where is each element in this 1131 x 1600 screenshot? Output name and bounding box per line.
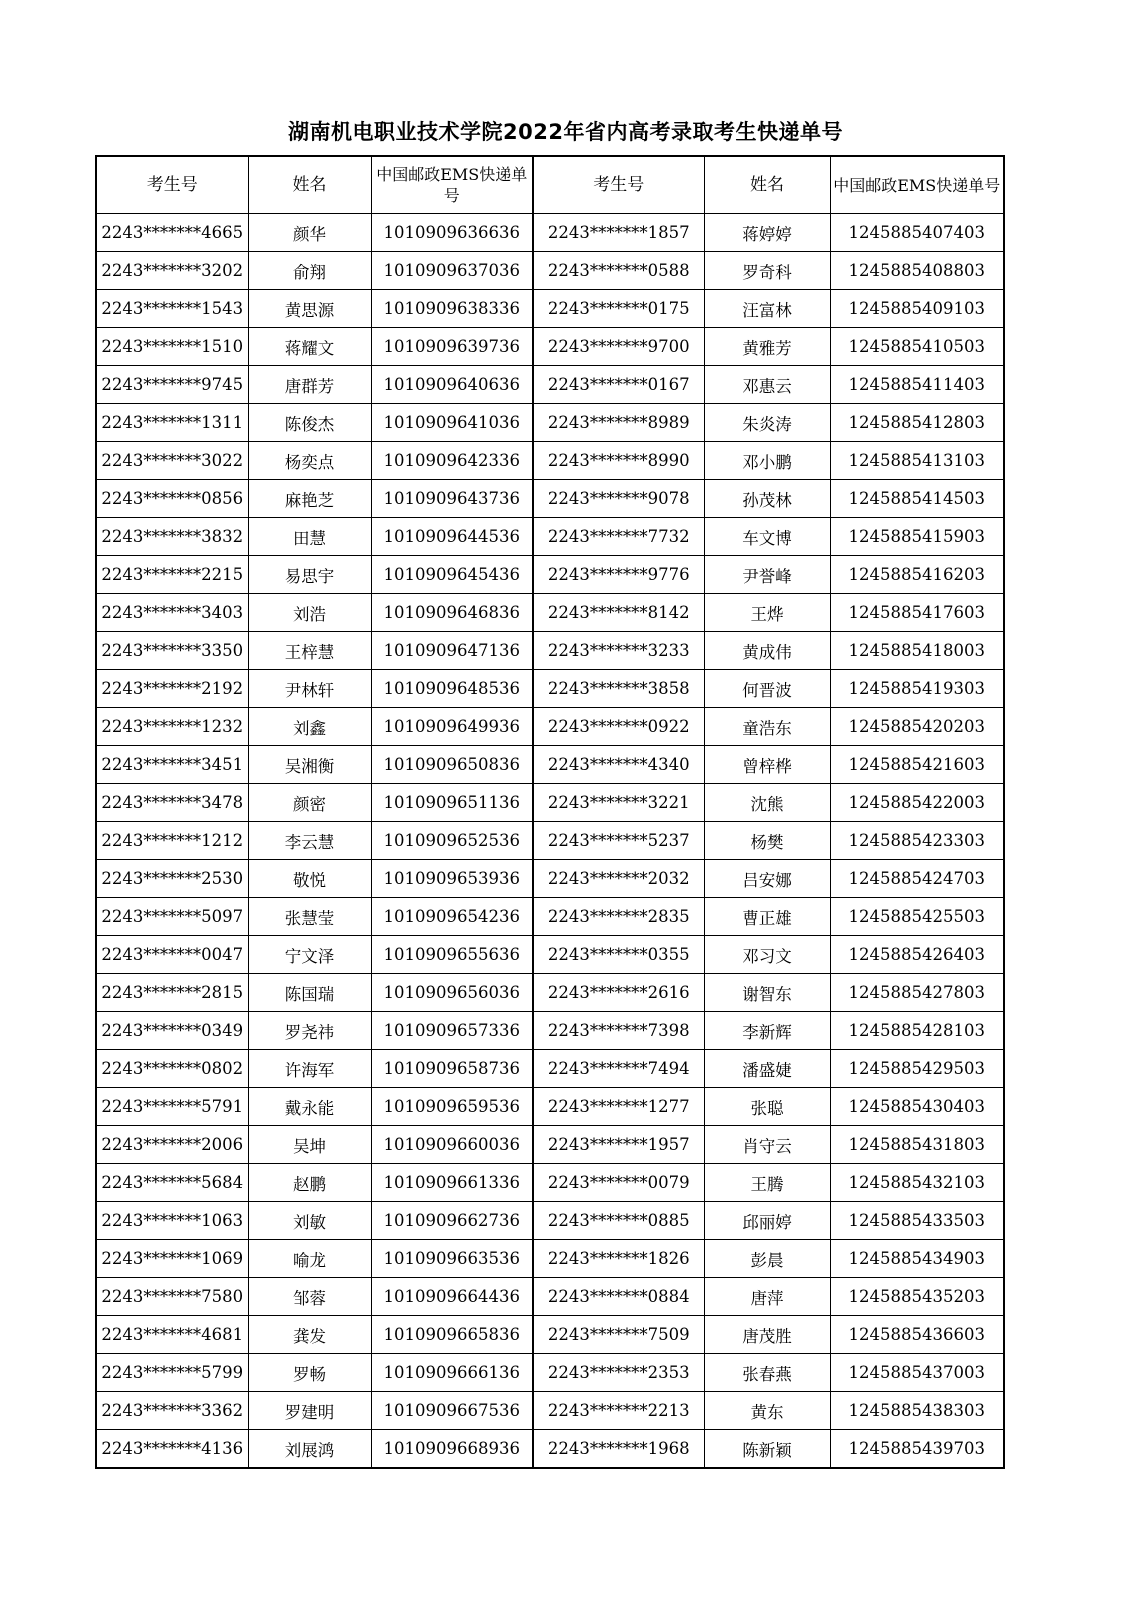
cell-exam-id: 2243*******2213 <box>533 1392 704 1430</box>
cell-name: 车文博 <box>704 518 830 556</box>
cell-name: 朱炎涛 <box>704 404 830 442</box>
cell-ems-number: 1010909657336 <box>371 1012 533 1050</box>
cell-ems-number: 1245885430403 <box>830 1088 1004 1126</box>
cell-exam-id: 2243*******7494 <box>533 1050 704 1088</box>
cell-ems-number: 1010909647136 <box>371 632 533 670</box>
header-ems-number: 中国邮政EMS快递单号 <box>371 156 533 214</box>
cell-name: 许海军 <box>248 1050 371 1088</box>
cell-name: 王腾 <box>704 1164 830 1202</box>
cell-name: 汪富林 <box>704 290 830 328</box>
cell-ems-number: 1245885439703 <box>830 1430 1004 1469</box>
cell-exam-id: 2243*******5684 <box>96 1164 248 1202</box>
cell-ems-number: 1010909665836 <box>371 1316 533 1354</box>
table-row <box>96 1050 1004 1088</box>
cell-ems-number: 1245885427803 <box>830 974 1004 1012</box>
cell-name: 曾梓桦 <box>704 746 830 784</box>
cell-exam-id: 2243*******4681 <box>96 1316 248 1354</box>
cell-ems-number: 1010909664436 <box>371 1278 533 1316</box>
cell-ems-number: 1010909661336 <box>371 1164 533 1202</box>
cell-ems-number: 1245885436603 <box>830 1316 1004 1354</box>
cell-name: 敬悦 <box>248 860 371 898</box>
cell-ems-number: 1010909658736 <box>371 1050 533 1088</box>
cell-exam-id: 2243*******4340 <box>533 746 704 784</box>
cell-name: 易思宇 <box>248 556 371 594</box>
cell-ems-number: 1010909648536 <box>371 670 533 708</box>
table-row <box>96 290 1004 328</box>
cell-name: 罗畅 <box>248 1354 371 1392</box>
cell-exam-id: 2243*******8990 <box>533 442 704 480</box>
cell-exam-id: 2243*******0355 <box>533 936 704 974</box>
cell-name: 吴坤 <box>248 1126 371 1164</box>
express-number-table <box>95 155 1005 1469</box>
cell-ems-number: 1245885412803 <box>830 404 1004 442</box>
cell-exam-id: 2243*******3022 <box>96 442 248 480</box>
table-row <box>96 404 1004 442</box>
cell-ems-number: 1010909652536 <box>371 822 533 860</box>
cell-ems-number: 1245885434903 <box>830 1240 1004 1278</box>
cell-exam-id: 2243*******3221 <box>533 784 704 822</box>
cell-exam-id: 2243*******1063 <box>96 1202 248 1240</box>
cell-ems-number: 1245885417603 <box>830 594 1004 632</box>
cell-ems-number: 1010909651136 <box>371 784 533 822</box>
cell-ems-number: 1245885416203 <box>830 556 1004 594</box>
cell-ems-number: 1010909646836 <box>371 594 533 632</box>
cell-name: 张慧莹 <box>248 898 371 936</box>
cell-name: 杨樊 <box>704 822 830 860</box>
cell-name: 刘浩 <box>248 594 371 632</box>
cell-exam-id: 2243*******5097 <box>96 898 248 936</box>
cell-exam-id: 2243*******1957 <box>533 1126 704 1164</box>
cell-name: 戴永能 <box>248 1088 371 1126</box>
table-row <box>96 1164 1004 1202</box>
table-row <box>96 1392 1004 1430</box>
cell-exam-id: 2243*******3362 <box>96 1392 248 1430</box>
cell-ems-number: 1245885415903 <box>830 518 1004 556</box>
cell-name: 王烨 <box>704 594 830 632</box>
table-row <box>96 1126 1004 1164</box>
cell-exam-id: 2243*******9776 <box>533 556 704 594</box>
cell-ems-number: 1245885435203 <box>830 1278 1004 1316</box>
cell-exam-id: 2243*******1277 <box>533 1088 704 1126</box>
page-title: 湖南机电职业技术学院2022年省内高考录取考生快递单号 <box>288 120 843 144</box>
cell-name: 黄成伟 <box>704 632 830 670</box>
cell-exam-id: 2243*******9078 <box>533 480 704 518</box>
cell-name: 吕安娜 <box>704 860 830 898</box>
cell-exam-id: 2243*******5791 <box>96 1088 248 1126</box>
cell-name: 邹蓉 <box>248 1278 371 1316</box>
cell-ems-number: 1010909637036 <box>371 252 533 290</box>
cell-name: 李云慧 <box>248 822 371 860</box>
cell-ems-number: 1010909639736 <box>371 328 533 366</box>
cell-name: 孙茂林 <box>704 480 830 518</box>
cell-exam-id: 2243*******1212 <box>96 822 248 860</box>
cell-exam-id: 2243*******1232 <box>96 708 248 746</box>
cell-ems-number: 1245885433503 <box>830 1202 1004 1240</box>
table-row <box>96 1202 1004 1240</box>
cell-exam-id: 2243*******2192 <box>96 670 248 708</box>
cell-ems-number: 1010909659536 <box>371 1088 533 1126</box>
cell-ems-number: 1010909640636 <box>371 366 533 404</box>
cell-name: 邓小鹏 <box>704 442 830 480</box>
cell-ems-number: 1010909660036 <box>371 1126 533 1164</box>
cell-name: 龚发 <box>248 1316 371 1354</box>
cell-name: 尹誉峰 <box>704 556 830 594</box>
cell-exam-id: 2243*******0167 <box>533 366 704 404</box>
cell-exam-id: 2243*******3350 <box>96 632 248 670</box>
cell-ems-number: 1010909653936 <box>371 860 533 898</box>
cell-ems-number: 1010909641036 <box>371 404 533 442</box>
header-exam-id: 考生号 <box>96 156 248 214</box>
cell-name: 尹林轩 <box>248 670 371 708</box>
cell-ems-number: 1010909654236 <box>371 898 533 936</box>
table-row <box>96 252 1004 290</box>
cell-ems-number: 1010909668936 <box>371 1430 533 1469</box>
cell-name: 唐群芳 <box>248 366 371 404</box>
cell-ems-number: 1245885425503 <box>830 898 1004 936</box>
cell-name: 张聪 <box>704 1088 830 1126</box>
cell-exam-id: 2243*******3403 <box>96 594 248 632</box>
cell-exam-id: 2243*******4665 <box>96 214 248 252</box>
cell-exam-id: 2243*******0884 <box>533 1278 704 1316</box>
table-row <box>96 366 1004 404</box>
cell-name: 黄思源 <box>248 290 371 328</box>
table-row <box>96 974 1004 1012</box>
table-row <box>96 1088 1004 1126</box>
cell-ems-number: 1010909655636 <box>371 936 533 974</box>
cell-name: 唐萍 <box>704 1278 830 1316</box>
cell-name: 邓惠云 <box>704 366 830 404</box>
cell-exam-id: 2243*******1069 <box>96 1240 248 1278</box>
cell-name: 陈国瑞 <box>248 974 371 1012</box>
cell-ems-number: 1010909656036 <box>371 974 533 1012</box>
cell-exam-id: 2243*******0802 <box>96 1050 248 1088</box>
cell-ems-number: 1245885413103 <box>830 442 1004 480</box>
cell-name: 沈熊 <box>704 784 830 822</box>
cell-ems-number: 1245885438303 <box>830 1392 1004 1430</box>
cell-exam-id: 2243*******1510 <box>96 328 248 366</box>
cell-exam-id: 2243*******0079 <box>533 1164 704 1202</box>
cell-ems-number: 1010909645436 <box>371 556 533 594</box>
cell-exam-id: 2243*******1311 <box>96 404 248 442</box>
table-row <box>96 556 1004 594</box>
table-row <box>96 1316 1004 1354</box>
cell-name: 吴湘衡 <box>248 746 371 784</box>
cell-exam-id: 2243*******2835 <box>533 898 704 936</box>
cell-exam-id: 2243*******3478 <box>96 784 248 822</box>
cell-name: 罗建明 <box>248 1392 371 1430</box>
cell-exam-id: 2243*******9745 <box>96 366 248 404</box>
table-row <box>96 670 1004 708</box>
cell-ems-number: 1010909666136 <box>371 1354 533 1392</box>
table-row <box>96 632 1004 670</box>
cell-name: 黄东 <box>704 1392 830 1430</box>
cell-exam-id: 2243*******5237 <box>533 822 704 860</box>
cell-name: 罗尧祎 <box>248 1012 371 1050</box>
cell-name: 谢智东 <box>704 974 830 1012</box>
cell-exam-id: 2243*******3233 <box>533 632 704 670</box>
cell-exam-id: 2243*******1543 <box>96 290 248 328</box>
cell-name: 曹正雄 <box>704 898 830 936</box>
cell-ems-number: 1010909643736 <box>371 480 533 518</box>
cell-name: 蒋婷婷 <box>704 214 830 252</box>
cell-name: 肖守云 <box>704 1126 830 1164</box>
cell-name: 邓习文 <box>704 936 830 974</box>
cell-exam-id: 2243*******8989 <box>533 404 704 442</box>
table-row <box>96 860 1004 898</box>
cell-exam-id: 2243*******5799 <box>96 1354 248 1392</box>
table-row <box>96 1430 1004 1469</box>
cell-name: 李新辉 <box>704 1012 830 1050</box>
cell-ems-number: 1245885411403 <box>830 366 1004 404</box>
cell-exam-id: 2243*******0175 <box>533 290 704 328</box>
cell-name: 刘鑫 <box>248 708 371 746</box>
table-row <box>96 328 1004 366</box>
cell-ems-number: 1245885407403 <box>830 214 1004 252</box>
cell-exam-id: 2243*******7732 <box>533 518 704 556</box>
cell-ems-number: 1245885409103 <box>830 290 1004 328</box>
cell-ems-number: 1010909642336 <box>371 442 533 480</box>
cell-ems-number: 1010909667536 <box>371 1392 533 1430</box>
cell-exam-id: 2243*******3202 <box>96 252 248 290</box>
cell-name: 赵鹏 <box>248 1164 371 1202</box>
cell-name: 邱丽婷 <box>704 1202 830 1240</box>
table-row <box>96 746 1004 784</box>
cell-exam-id: 2243*******1857 <box>533 214 704 252</box>
cell-ems-number: 1010909638336 <box>371 290 533 328</box>
cell-exam-id: 2243*******0349 <box>96 1012 248 1050</box>
cell-exam-id: 2243*******3858 <box>533 670 704 708</box>
cell-exam-id: 2243*******2353 <box>533 1354 704 1392</box>
cell-exam-id: 2243*******2215 <box>96 556 248 594</box>
cell-ems-number: 1245885420203 <box>830 708 1004 746</box>
table-row <box>96 1012 1004 1050</box>
header-name: 姓名 <box>248 156 371 214</box>
cell-ems-number: 1245885422003 <box>830 784 1004 822</box>
table-header-row <box>96 156 1004 214</box>
cell-name: 黄雅芳 <box>704 328 830 366</box>
table-row <box>96 784 1004 822</box>
header-exam-id: 考生号 <box>533 156 704 214</box>
cell-name: 陈俊杰 <box>248 404 371 442</box>
header-name: 姓名 <box>704 156 830 214</box>
cell-ems-number: 1245885410503 <box>830 328 1004 366</box>
cell-name: 何晋波 <box>704 670 830 708</box>
cell-exam-id: 2243*******0047 <box>96 936 248 974</box>
cell-name: 宁文泽 <box>248 936 371 974</box>
table-row <box>96 518 1004 556</box>
table-row <box>96 1354 1004 1392</box>
cell-name: 杨奕点 <box>248 442 371 480</box>
cell-exam-id: 2243*******2530 <box>96 860 248 898</box>
cell-exam-id: 2243*******2032 <box>533 860 704 898</box>
table-row <box>96 898 1004 936</box>
cell-exam-id: 2243*******2006 <box>96 1126 248 1164</box>
table-row <box>96 708 1004 746</box>
table-row <box>96 1278 1004 1316</box>
cell-ems-number: 1245885424703 <box>830 860 1004 898</box>
cell-ems-number: 1010909650836 <box>371 746 533 784</box>
cell-exam-id: 2243*******0856 <box>96 480 248 518</box>
cell-name: 彭晨 <box>704 1240 830 1278</box>
table-row <box>96 936 1004 974</box>
cell-exam-id: 2243*******7509 <box>533 1316 704 1354</box>
cell-name: 刘展鸿 <box>248 1430 371 1469</box>
cell-exam-id: 2243*******9700 <box>533 328 704 366</box>
cell-ems-number: 1010909644536 <box>371 518 533 556</box>
cell-name: 陈新颖 <box>704 1430 830 1469</box>
table-row <box>96 1240 1004 1278</box>
cell-name: 喻龙 <box>248 1240 371 1278</box>
cell-name: 麻艳芝 <box>248 480 371 518</box>
cell-name: 颜密 <box>248 784 371 822</box>
cell-exam-id: 2243*******0885 <box>533 1202 704 1240</box>
cell-exam-id: 2243*******0922 <box>533 708 704 746</box>
cell-exam-id: 2243*******2616 <box>533 974 704 1012</box>
cell-ems-number: 1245885428103 <box>830 1012 1004 1050</box>
cell-ems-number: 1245885423303 <box>830 822 1004 860</box>
cell-exam-id: 2243*******3832 <box>96 518 248 556</box>
cell-ems-number: 1245885421603 <box>830 746 1004 784</box>
cell-name: 童浩东 <box>704 708 830 746</box>
cell-ems-number: 1010909663536 <box>371 1240 533 1278</box>
cell-exam-id: 2243*******4136 <box>96 1430 248 1469</box>
cell-name: 刘敏 <box>248 1202 371 1240</box>
cell-ems-number: 1010909636636 <box>371 214 533 252</box>
cell-exam-id: 2243*******1826 <box>533 1240 704 1278</box>
cell-ems-number: 1245885437003 <box>830 1354 1004 1392</box>
cell-exam-id: 2243*******7580 <box>96 1278 248 1316</box>
cell-name: 张春燕 <box>704 1354 830 1392</box>
cell-exam-id: 2243*******8142 <box>533 594 704 632</box>
cell-name: 王梓慧 <box>248 632 371 670</box>
cell-exam-id: 2243*******0588 <box>533 252 704 290</box>
cell-ems-number: 1245885432103 <box>830 1164 1004 1202</box>
cell-name: 俞翔 <box>248 252 371 290</box>
header-ems-number: 中国邮政EMS快递单号 <box>830 156 1004 214</box>
cell-name: 罗奇科 <box>704 252 830 290</box>
cell-name: 潘盛婕 <box>704 1050 830 1088</box>
table-row <box>96 822 1004 860</box>
table-row <box>96 594 1004 632</box>
cell-ems-number: 1245885419303 <box>830 670 1004 708</box>
cell-exam-id: 2243*******2815 <box>96 974 248 1012</box>
cell-ems-number: 1245885431803 <box>830 1126 1004 1164</box>
table-row <box>96 442 1004 480</box>
cell-name: 唐茂胜 <box>704 1316 830 1354</box>
cell-name: 颜华 <box>248 214 371 252</box>
cell-name: 蒋耀文 <box>248 328 371 366</box>
table-row <box>96 214 1004 252</box>
cell-exam-id: 2243*******3451 <box>96 746 248 784</box>
cell-ems-number: 1010909649936 <box>371 708 533 746</box>
cell-name: 田慧 <box>248 518 371 556</box>
cell-ems-number: 1245885414503 <box>830 480 1004 518</box>
cell-ems-number: 1245885408803 <box>830 252 1004 290</box>
cell-exam-id: 2243*******7398 <box>533 1012 704 1050</box>
cell-ems-number: 1010909662736 <box>371 1202 533 1240</box>
table-row <box>96 480 1004 518</box>
cell-exam-id: 2243*******1968 <box>533 1430 704 1469</box>
cell-ems-number: 1245885418003 <box>830 632 1004 670</box>
cell-ems-number: 1245885429503 <box>830 1050 1004 1088</box>
cell-ems-number: 1245885426403 <box>830 936 1004 974</box>
